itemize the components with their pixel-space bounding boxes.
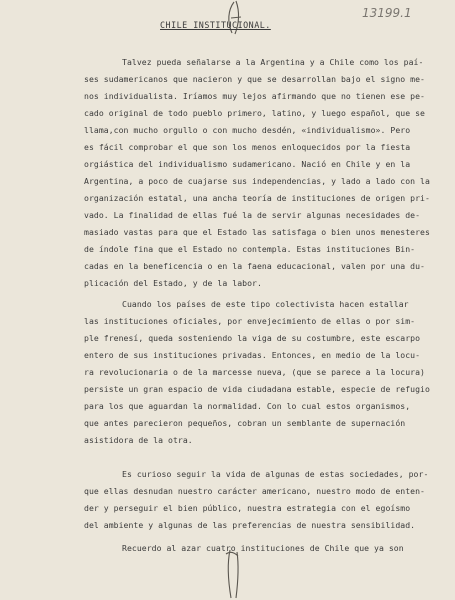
text-line: Cuando los países de este tipo colectivista hacen estallar <box>122 299 409 309</box>
text-line: Talvez pueda señalarse a la Argentina y a Chile como los paí- <box>122 57 424 67</box>
text-line: ple frenesí, queda sosteniendo la viga de su costumbre, este escarpo <box>84 333 421 343</box>
text-line: Argentina, a poco de cuajarse sus independencias, y lado a lado con la <box>84 176 430 186</box>
text-line: masiado vastas para que el Estado las satisfaga o bien unos menesteres <box>84 227 430 237</box>
text-line: que ellas desnudan nuestro carácter americano, nuestro modo de enten- <box>84 486 425 496</box>
text-line: organización estatal, una ancha teoría de instituciones de origen pri- <box>84 193 430 203</box>
text-line: nos individualista. Iríamos muy lejos afirmando que no tienen ese pe- <box>84 91 425 101</box>
text-line: vado. La finalidad de ellas fué la de servir algunas necesidades de- <box>84 210 421 220</box>
text-line: ses sudamericanos que nacieron y que se desarrollan bajo el signo me- <box>84 74 425 84</box>
text-line: para los que aguardan la normalidad. Con lo cual estos organismos, <box>84 401 411 411</box>
text-line: asistidora de la otra. <box>84 435 193 445</box>
text-line: cadas en la beneficencia o en la faena educacional, valen por una du- <box>84 261 425 271</box>
text-line: plicación del Estado, y de la labor. <box>84 278 262 288</box>
text-line: que antes parecieron pequeños, cobran un semblante de supernación <box>84 418 406 428</box>
text-line: las instituciones oficiales, por envejecimiento de ellas o por sim- <box>84 316 416 326</box>
text-line: orgiástica del individualismo sudamericano. Nació en Chile y en la <box>84 159 411 169</box>
catalog-number: 13199.1 <box>362 6 412 20</box>
text-line: llama,con mucho orgullo o con mucho desdén, «individualismo». Pero <box>84 125 411 135</box>
handwritten-mark-bottom <box>220 548 250 600</box>
text-line: persiste un gran espacio de vida ciudadana estable, especie de refugio <box>84 384 430 394</box>
handwritten-mark-top <box>222 0 252 36</box>
text-line: Recuerdo al azar cuatro instituciones de Chile que ya son <box>122 543 404 553</box>
text-line: cado original de todo pueblo primero, latino, y luego español, que se <box>84 108 425 118</box>
text-line: es fácil comprobar el que son los menos enloquecidos por la fiesta <box>84 142 411 152</box>
text-line: entero de sus instituciones privadas. Entonces, en medio de la locu- <box>84 350 421 360</box>
text-line: Es curioso seguir la vida de algunas de estas sociedades, por- <box>122 469 429 479</box>
text-line: ra revolucionaria o de la marcesse nueva, (que se parece a la locura) <box>84 367 425 377</box>
text-line: de índole fina que el Estado no contempla. Estas instituciones Bin- <box>84 244 416 254</box>
text-line: del ambiente y algunas de las preferencias de nuestra sensibilidad. <box>84 520 416 530</box>
text-line: der y perseguir el bien público, nuestra estrategia con el egoísmo <box>84 503 411 513</box>
document-title: CHILE INSTITUCIONAL. <box>160 20 271 30</box>
